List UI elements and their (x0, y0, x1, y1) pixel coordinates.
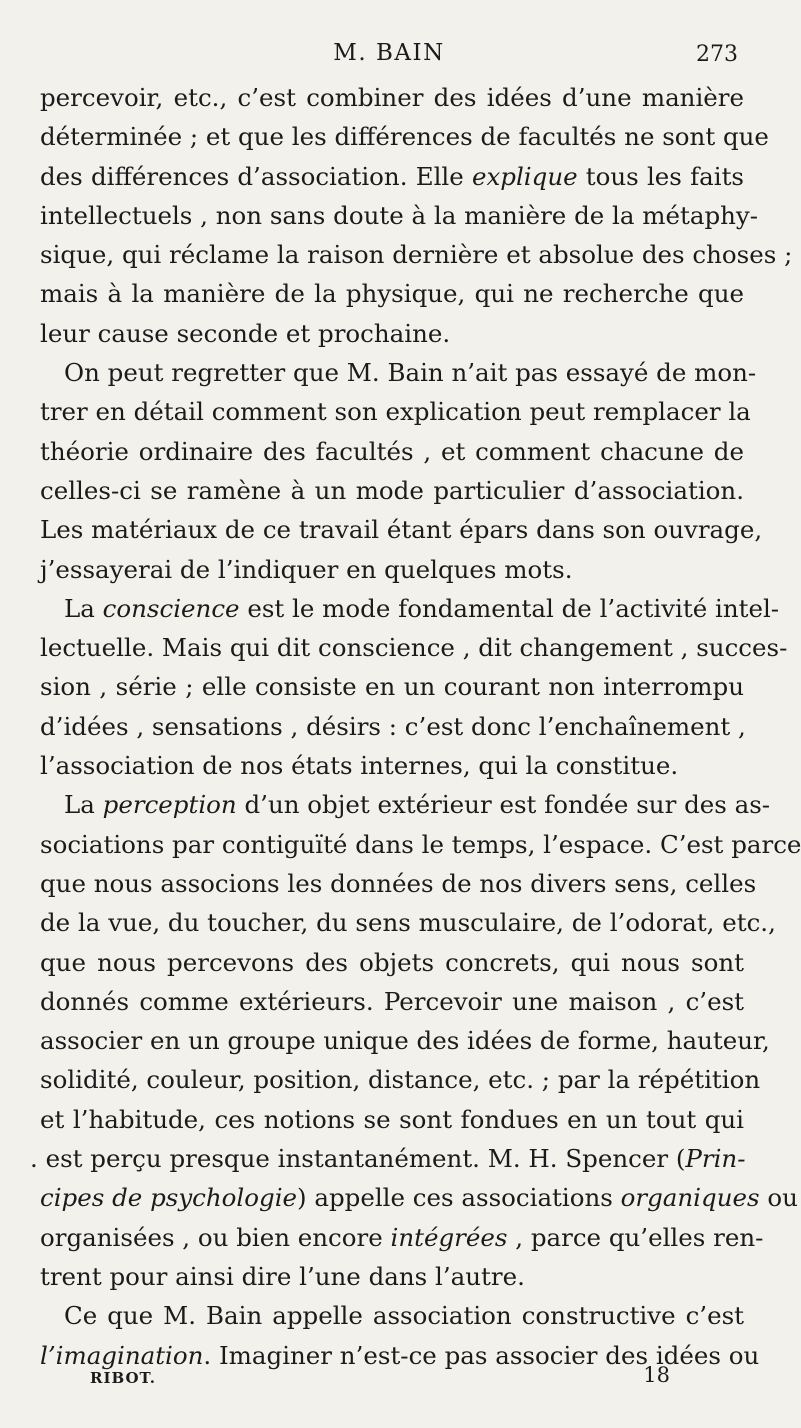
text-line (40, 235, 793, 274)
text-run: lectuelle. Mais qui dit conscience , dit changement , succes- (40, 633, 788, 663)
italic-run: l’imagination (40, 1340, 204, 1370)
body-text (30, 78, 801, 1375)
running-head (40, 40, 738, 74)
text-run: d’un objet extérieur est fondée sur des as- (236, 790, 771, 820)
text-run: solidité, couleur, position, distance, etc. ; par la répétition (40, 1065, 761, 1095)
text-line (40, 1060, 761, 1099)
text-run: . est perçu presque instantanément. M. H. Spencer ( (30, 1144, 686, 1174)
text-run: La (64, 790, 103, 820)
text-run: déterminée ; et que les différences de facultés ne sont que (40, 122, 769, 152)
text-line (40, 864, 757, 903)
text-run: associer en un groupe unique des idées de forme, hauteur, (40, 1026, 770, 1056)
page-footer (90, 1363, 670, 1393)
text-run: que nous percevons des objets concrets, qui nous sont (40, 947, 744, 977)
text-run: ou (759, 1183, 798, 1213)
paragraph (40, 589, 788, 785)
italic-run: Prin- (685, 1144, 746, 1174)
text-line (40, 1296, 744, 1335)
text-line (40, 707, 744, 746)
text-run: intellectuels , non sans doute à la manière de la métaphy- (40, 200, 759, 230)
text-line (40, 589, 780, 628)
sheet-number: 18 (643, 1363, 670, 1387)
text-line (40, 274, 744, 313)
text-run: percevoir, etc., c’est combiner des idées d’une manière (40, 83, 744, 112)
text-run: La (64, 593, 103, 623)
text-run: d’idées , sensations , désirs : c’est donc l’enchaînement , (40, 711, 746, 741)
text-line (40, 471, 744, 510)
text-run: sociations par contiguïté dans le temps, l’espace. C’est parce (40, 829, 801, 859)
printer-signature: RIBOT. (90, 1369, 156, 1387)
italic-run: explique (471, 161, 578, 191)
paragraph (30, 785, 801, 1296)
text-line (40, 392, 751, 431)
text-line (40, 1257, 744, 1296)
italic-run: intégrées (390, 1222, 508, 1252)
italic-run: conscience (102, 593, 240, 623)
text-line (40, 78, 744, 117)
text-line (40, 1021, 770, 1060)
text-line (40, 943, 744, 982)
italic-run: perception (102, 790, 237, 820)
text-line (40, 1100, 744, 1139)
text-line (40, 667, 744, 706)
text-run: Ce que M. Bain appelle association constructive c’est (64, 1301, 744, 1331)
text-run: , parce qu’elles ren- (507, 1222, 764, 1252)
text-line (40, 157, 744, 196)
text-run: sion , série ; elle consiste en un courant non interrompu (40, 672, 744, 702)
text-run: celles-ci se ramène à un mode particulier d’association. (40, 475, 744, 505)
text-line (40, 353, 757, 392)
text-run: mais à la manière de la physique, qui ne recherche que (40, 279, 744, 309)
text-run: et l’habitude, ces notions se sont fondues en un tout qui (40, 1104, 744, 1134)
text-line (40, 510, 763, 549)
text-line (40, 550, 744, 589)
text-run: tous les faits (577, 161, 744, 191)
page-number: 273 (696, 42, 738, 67)
paragraph (40, 78, 793, 353)
text-run: ) appelle ces associations (297, 1183, 621, 1213)
paragraph (40, 353, 763, 589)
italic-run: cipes de psychologie (40, 1183, 298, 1213)
text-run: est le mode fondamental de l’activité intel- (239, 593, 780, 623)
text-run: . Imaginer n’est-ce pas associer des idées ou (203, 1340, 760, 1370)
text-run: théorie ordinaire des facultés , et comment chacune de (40, 436, 744, 466)
text-run: j’essayerai de l’indiquer en quelques mots. (40, 554, 573, 584)
text-line (40, 117, 769, 156)
text-line (40, 825, 801, 864)
text-run: leur cause seconde et prochaine. (40, 318, 451, 348)
text-line (30, 1139, 744, 1178)
text-line (40, 1218, 764, 1257)
text-line (40, 785, 771, 824)
italic-run: organiques (620, 1183, 760, 1213)
running-title: M. BAIN (333, 40, 445, 66)
text-run: On peut regretter que M. Bain n’ait pas essayé de mon- (64, 358, 757, 388)
text-run: organisées , ou bien encore (40, 1222, 391, 1252)
text-run: l’association de nos états internes, qui la constitue. (40, 751, 679, 781)
text-line (40, 903, 776, 942)
text-run: donnés comme extérieurs. Percevoir une maison , c’est (40, 986, 744, 1016)
text-run: des différences d’association. Elle (40, 161, 472, 191)
text-line (40, 1178, 798, 1217)
text-run: que nous associons les données de nos divers sens, celles (40, 868, 757, 898)
text-run: trer en détail comment son explication peut remplacer la (40, 397, 751, 427)
text-run: Les matériaux de ce travail étant épars dans son ouvrage, (40, 515, 763, 545)
text-run: de la vue, du toucher, du sens musculaire, de l’odorat, etc., (40, 908, 776, 938)
text-run: trent pour ainsi dire l’une dans l’autre. (40, 1261, 525, 1291)
text-run: sique, qui réclame la raison dernière et absolue des choses ; (40, 240, 793, 270)
text-line (40, 432, 744, 471)
text-line (40, 196, 759, 235)
text-line (40, 628, 788, 667)
text-line (40, 314, 744, 353)
text-line (40, 746, 744, 785)
text-line (40, 982, 744, 1021)
